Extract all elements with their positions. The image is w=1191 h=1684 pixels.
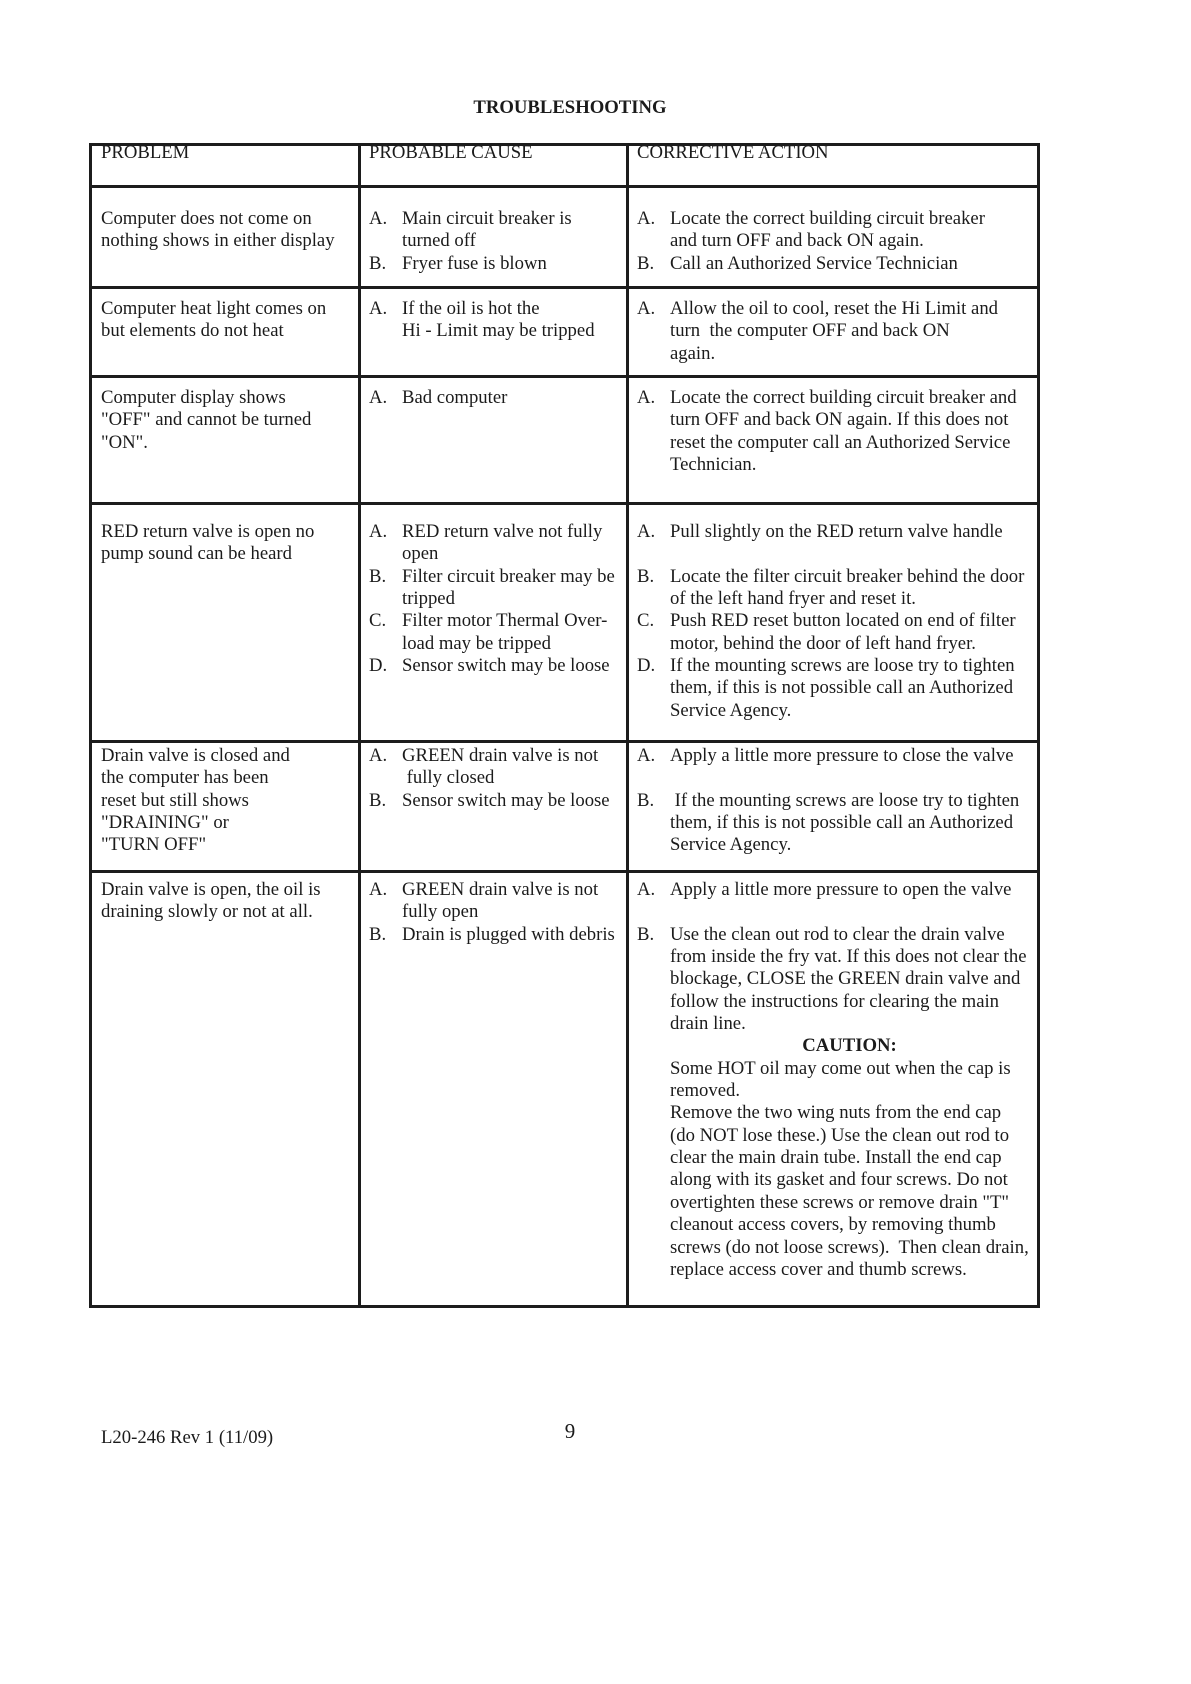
item-marker: A. (369, 208, 388, 229)
column-header-label: CORRECTIVE ACTION (637, 142, 829, 163)
troubleshooting-table (89, 143, 1040, 1308)
column-header-corrective-action (629, 142, 1037, 185)
cause-item (369, 208, 618, 253)
item-text: Sensor switch may be loose (402, 789, 610, 811)
cause-cell (361, 505, 626, 740)
cause-item (369, 610, 618, 655)
item-marker: A. (637, 298, 656, 319)
action-cell (629, 289, 1037, 375)
problem-cell (92, 743, 358, 870)
action-item (637, 610, 1029, 655)
cause-item (369, 298, 618, 343)
problem-cell (92, 505, 358, 740)
item-marker: B. (637, 923, 655, 945)
cause-cell (361, 188, 626, 286)
action-cell (629, 378, 1037, 502)
item-text: If the mounting screws are loose try to tighten them, if this is not possible call an Authorized Service Agency. (670, 655, 1015, 721)
item-text: Drain is plugged with debris (402, 923, 615, 945)
cause-item (369, 924, 618, 946)
action-item (637, 655, 1029, 722)
problem-cell (92, 188, 358, 286)
action-item (637, 298, 1029, 365)
item-marker: A. (369, 745, 388, 766)
item-marker: B. (369, 565, 387, 587)
caution-label: CAUTION: (802, 1035, 897, 1057)
item-marker: B. (637, 565, 655, 587)
problem-cell (92, 873, 358, 1305)
cause-item (369, 879, 618, 924)
cause-cell (361, 873, 626, 1305)
problem-text: RED return valve is open no pump sound can be heard (101, 521, 315, 565)
item-marker: A. (637, 745, 656, 766)
item-body (670, 924, 1029, 1282)
column-header-probable-cause (361, 142, 626, 185)
item-marker: D. (369, 655, 388, 677)
action-item (637, 253, 1029, 275)
problem-cell (92, 289, 358, 375)
item-text: Filter motor Thermal Over- load may be tripped (402, 610, 608, 654)
item-text: If the oil is hot the Hi - Limit may be tripped (402, 298, 595, 342)
cause-item (369, 655, 618, 677)
item-marker: A. (637, 387, 656, 408)
action-item (637, 208, 1029, 253)
item-marker: D. (637, 655, 656, 677)
column-header-problem (92, 142, 358, 185)
action-item (637, 790, 1029, 857)
problem-text: Drain valve is closed and the computer has been reset but still shows "DRAINING" or "TURN OFF" (101, 745, 290, 856)
action-cell (629, 188, 1037, 286)
cause-item (369, 253, 618, 275)
item-text: Call an Authorized Service Technician (670, 252, 958, 274)
item-text: GREEN drain valve is not fully open (402, 879, 599, 923)
item-text: Main circuit breaker is turned off (402, 208, 572, 252)
action-cell (629, 873, 1037, 1305)
problem-text: Computer display shows "OFF" and cannot be turned "ON". (101, 387, 312, 453)
cause-cell (361, 289, 626, 375)
document-id: L20-246 Rev 1 (11/09) (101, 1427, 274, 1448)
page-title: TROUBLESHOOTING (473, 97, 667, 118)
item-marker: C. (369, 610, 387, 632)
item-marker: B. (637, 252, 655, 274)
cause-item (369, 745, 618, 790)
item-marker: B. (369, 923, 387, 945)
item-text: Bad computer (402, 387, 508, 408)
item-marker: B. (369, 789, 387, 811)
item-marker: B. (369, 252, 387, 274)
cause-item (369, 790, 618, 812)
item-marker: A. (369, 521, 388, 542)
item-text: If the mounting screws are loose try to tighten them, if this is not possible call an Authorized Service Agency. (670, 789, 1020, 856)
item-text: Sensor switch may be loose (402, 655, 610, 677)
action-item (637, 924, 1029, 1282)
column-header-label: PROBABLE CAUSE (369, 142, 533, 163)
item-text: Allow the oil to cool, reset the Hi Limit and turn the computer OFF and back ON again. (670, 298, 999, 364)
action-item (637, 745, 1029, 767)
item-text: Locate the filter circuit breaker behind the door of the left hand fryer and reset it. (670, 565, 1025, 610)
item-text: RED return valve not fully open (402, 521, 603, 565)
action-item (637, 879, 1029, 901)
item-marker: A. (637, 208, 656, 229)
item-marker: A. (637, 521, 656, 542)
cause-cell (361, 378, 626, 502)
page-number: 9 (564, 1419, 576, 1443)
item-text: Locate the correct building circuit breaker and turn OFF and back ON again. (670, 208, 985, 252)
cause-cell (361, 743, 626, 870)
action-item (637, 566, 1029, 611)
problem-text: Computer heat light comes on but elements do not heat (101, 298, 327, 342)
item-text: Use the clean out rod to clear the drain valve from inside the fry vat. If this does not clear the blockage, CLOSE the GREEN drain valve and follow the instructions for clearing the main drain line. (670, 923, 1027, 1035)
item-marker: A. (637, 879, 656, 900)
item-marker: A. (369, 387, 388, 408)
item-text: Locate the correct building circuit breaker and turn OFF and back ON again. If this does not reset the computer call an Authorized Service Technician. (670, 387, 1017, 476)
problem-text: Computer does not come on nothing shows in either display (101, 208, 335, 252)
cause-item (369, 521, 618, 566)
item-text: Filter circuit breaker may be tripped (402, 565, 615, 610)
column-header-label: PROBLEM (101, 142, 190, 163)
item-marker: B. (637, 789, 655, 811)
item-text: Pull slightly on the RED return valve handle (670, 521, 1003, 542)
action-cell (629, 505, 1037, 740)
action-item (637, 521, 1029, 543)
item-text: Apply a little more pressure to open the valve (670, 879, 1012, 900)
item-marker: A. (369, 879, 388, 900)
problem-text: Drain valve is open, the oil is draining slowly or not at all. (101, 879, 321, 923)
item-text: Apply a little more pressure to close the valve (670, 745, 1014, 766)
action-item (637, 387, 1029, 476)
item-marker: A. (369, 298, 388, 319)
item-marker: C. (637, 610, 655, 632)
caution-text: Some HOT oil may come out when the cap is removed. Remove the two wing nuts from the end cap (do NOT lose these.) Use the clean out rod to clear the main drain tube. Install the end cap along with its gasket and four screws. Do not overtighten these screws or remove drain "T" cleanout access covers, by removing thumb screws (do not loose screws). Then clean drain, replace access cover and thumb screws. (670, 1057, 1029, 1280)
cause-item (369, 387, 618, 409)
action-cell (629, 743, 1037, 870)
problem-cell (92, 378, 358, 502)
item-text: Push RED reset button located on end of filter motor, behind the door of left hand fryer. (670, 610, 1016, 654)
item-text: Fryer fuse is blown (402, 252, 547, 274)
cause-item (369, 566, 618, 611)
item-text: GREEN drain valve is not fully closed (402, 745, 599, 789)
